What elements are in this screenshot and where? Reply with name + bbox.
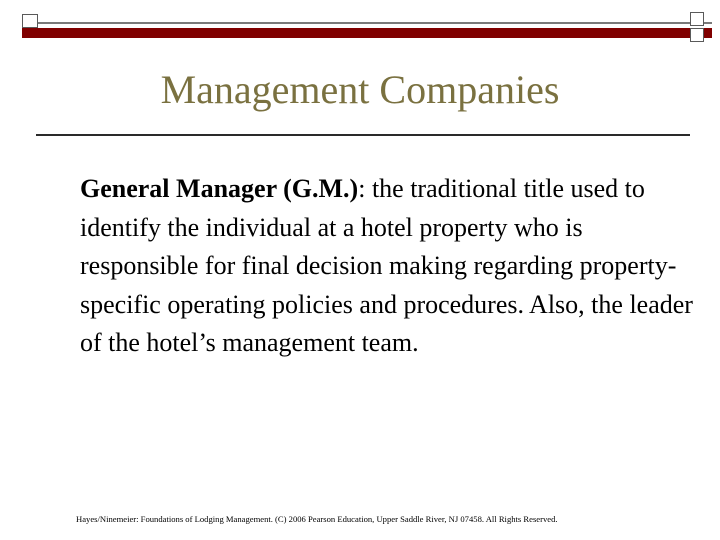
decorative-square-right-bottom [690,28,704,42]
decorative-square-right-top [690,12,704,26]
slide-title: Management Companies [160,67,560,112]
title-divider [36,134,690,136]
definition-paragraph [80,170,700,363]
definition-text: : the traditional title used to identify the individual at a hotel property who is responsible for final decision making regarding property-specific operating policies and procedures. Also, the leader of the hotel’s management team. [80,174,693,357]
top-accent-bar [22,28,712,38]
definition-term: General Manager (G.M.) [80,174,359,203]
top-decorative-line [22,22,712,24]
decorative-square-left [22,14,38,28]
copyright-footer: Hayes/Ninemeier: Foundations of Lodging Management. (C) 2006 Pearson Education, Upper Saddle River, NJ 07458. All Rights Reserved. [76,514,558,524]
